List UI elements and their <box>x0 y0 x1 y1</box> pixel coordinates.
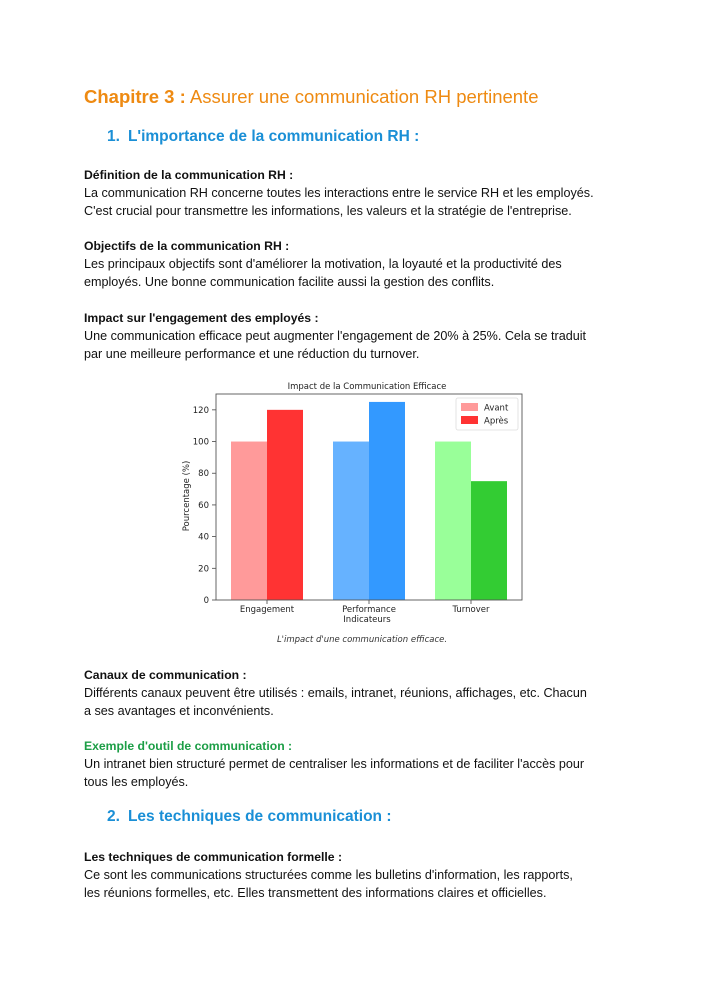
section-1-title-text: L'importance de la communication RH : <box>127 128 420 145</box>
y-tick-label: 20 <box>198 564 209 575</box>
x-tick-label: Performance <box>342 605 396 615</box>
chapter-number: Chapitre 3 : <box>84 86 186 107</box>
bar-chart <box>176 376 536 648</box>
bar-avant-engagement <box>231 442 267 600</box>
section-2-number: 2. <box>107 808 120 825</box>
figure-caption: L'impact d'une communication efficace. <box>276 635 448 645</box>
bar-avant-performance <box>333 442 369 600</box>
definition-heading: Définition de la communication RH : <box>84 168 294 182</box>
chapter-title-text: Assurer une communication RH pertinente <box>189 86 539 107</box>
legend-label: Après <box>484 416 509 427</box>
objectives-line-1: Les principaux objectifs sont d'améliorer la motivation, la loyauté et la productivité des <box>84 257 562 271</box>
x-tick-label: Engagement <box>239 605 295 615</box>
impact-line-1: Une communication efficace peut augmenter l'engagement de 20% à 25%. Cela se traduit <box>84 329 587 343</box>
section-1-number: 1. <box>107 128 120 145</box>
bar-aprs-turnover <box>471 481 507 600</box>
impact-line-2: par une meilleure performance et une réduction du turnover. <box>84 347 420 361</box>
y-axis-label: Pourcentage (%) <box>182 460 192 532</box>
y-tick-label: 0 <box>203 596 209 606</box>
y-tick-label: 80 <box>198 469 209 480</box>
chart-figure <box>176 376 536 648</box>
bar-aprs-performance <box>369 402 405 600</box>
formal-techniques-line-2: les réunions formelles, etc. Elles transmettent des informations claires et officielles. <box>84 886 547 900</box>
formal-techniques-line-1: Ce sont les communications structurées comme les bulletins d'information, les rapports, <box>84 868 573 882</box>
section-2-title-text: Les techniques de communication : <box>127 808 392 825</box>
objectives-block <box>84 237 629 291</box>
x-tick-label: Turnover <box>452 605 490 615</box>
impact-block <box>84 309 629 363</box>
chart-title: Impact de la Communication Efficace <box>287 382 447 392</box>
channels-line-1: Différents canaux peuvent être utilisés : emails, intranet, réunions, affichages, etc. Chacun <box>84 686 587 700</box>
channels-heading: Canaux de communication : <box>84 668 247 682</box>
channels-line-2: a ses avantages et inconvénients. <box>84 704 274 718</box>
legend-swatch <box>461 403 478 411</box>
formal-techniques-block <box>84 848 629 902</box>
y-tick-label: 120 <box>192 405 209 416</box>
tool-example-block <box>84 737 629 791</box>
section-2-title <box>107 808 391 826</box>
formal-techniques-heading: Les techniques de communication formelle : <box>84 850 343 864</box>
y-tick-label: 100 <box>192 437 209 448</box>
tool-example-line-2: tous les employés. <box>84 775 189 789</box>
chapter-title <box>84 86 539 108</box>
bar-avant-turnover <box>435 442 471 600</box>
definition-line-1: La communication RH concerne toutes les interactions entre le service RH et les employés. <box>84 186 594 200</box>
channels-block <box>84 666 629 720</box>
y-tick-label: 60 <box>198 500 209 511</box>
x-axis-label: Indicateurs <box>343 615 391 625</box>
objectives-line-2: employés. Une bonne communication facilite aussi la gestion des conflits. <box>84 275 495 289</box>
definition-line-2: C'est crucial pour transmettre les informations, les valeurs et la stratégie de l'entreprise. <box>84 204 572 218</box>
tool-example-heading: Exemple d'outil de communication : <box>84 739 293 753</box>
tool-example-line-1: Un intranet bien structuré permet de centraliser les informations et de faciliter l'accès pour <box>84 757 585 771</box>
legend-label: Avant <box>484 403 509 414</box>
bar-aprs-engagement <box>267 410 303 600</box>
y-tick-label: 40 <box>198 532 209 543</box>
objectives-heading: Objectifs de la communication RH : <box>84 239 290 253</box>
legend-swatch <box>461 416 478 424</box>
impact-heading: Impact sur l'engagement des employés : <box>84 311 319 325</box>
section-1-title <box>107 128 419 146</box>
definition-block <box>84 166 629 220</box>
